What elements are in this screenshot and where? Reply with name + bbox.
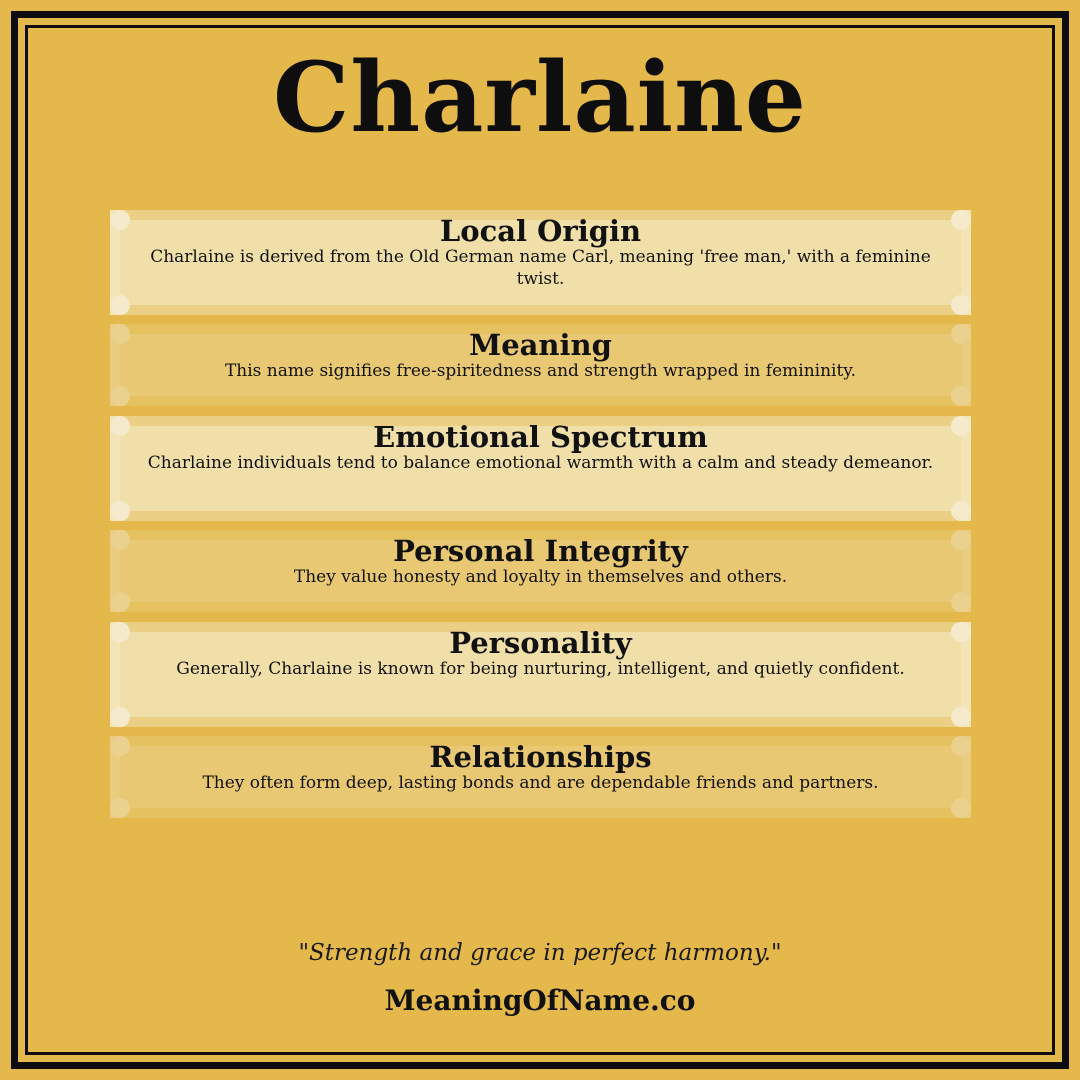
section-text: This name signifies free-spiritedness and strength wrapped in femininity. <box>224 361 857 381</box>
section-text: They often form deep, lasting bonds and are dependable friends and partners. <box>202 773 879 793</box>
name-title: Charlaine <box>273 41 807 154</box>
section-heading: Personality <box>449 626 632 660</box>
section-text: They value honesty and loyalty in themselves and others. <box>293 567 788 587</box>
section-heading: Meaning <box>469 328 612 362</box>
section-text: Charlaine is derived from the Old German name Carl, meaning 'free man,' with a feminine twist. <box>150 247 931 289</box>
section-card-local-origin <box>110 210 971 315</box>
section-heading: Relationships <box>429 740 652 774</box>
section-card-personal-integrity <box>110 530 971 612</box>
brand-footer: MeaningOfName.co <box>384 984 696 1017</box>
section-heading: Personal Integrity <box>393 534 688 568</box>
section-text: Generally, Charlaine is known for being nurturing, intelligent, and quietly confident. <box>176 659 905 679</box>
section-heading: Local Origin <box>439 214 642 248</box>
section-text: Charlaine individuals tend to balance emotional warmth with a calm and steady demeanor. <box>147 453 934 473</box>
section-card-meaning <box>110 324 971 406</box>
section-heading: Emotional Spectrum <box>373 420 708 454</box>
quote: "Strength and grace in perfect harmony." <box>298 940 782 966</box>
section-card-relationships <box>110 736 971 818</box>
section-card-emotional-spectrum <box>110 416 971 521</box>
section-card-personality <box>110 622 971 727</box>
